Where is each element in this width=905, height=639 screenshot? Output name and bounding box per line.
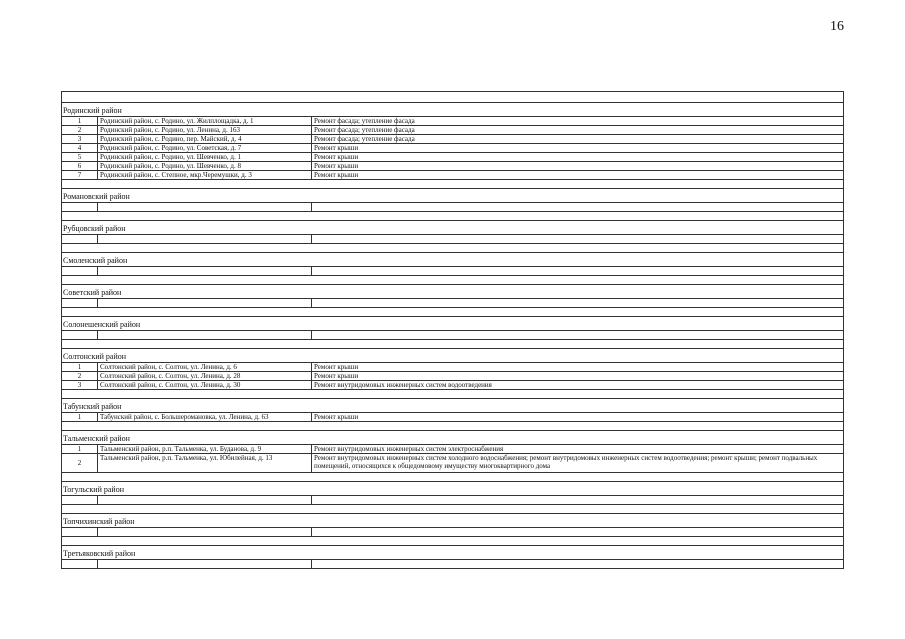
empty-row xyxy=(62,331,843,340)
district-name: Рубцовский район xyxy=(63,224,126,233)
work-cell: Ремонт крыши xyxy=(314,171,359,179)
table-row xyxy=(62,372,843,381)
district-header xyxy=(62,431,843,445)
work-cell: Ремонт крыши xyxy=(314,363,359,371)
section-gap xyxy=(62,422,843,431)
address-cell xyxy=(98,496,312,504)
empty-row xyxy=(62,496,843,505)
address-cell xyxy=(98,235,312,243)
address-cell: Солтонский район, с. Солтон, ул. Ленина, д. 30 xyxy=(98,381,312,389)
table-row xyxy=(62,381,843,390)
row-number-cell xyxy=(62,496,98,504)
address-cell xyxy=(98,203,312,211)
address-cell: Родинский район, с. Родино, ул. Жилплощадка, д. 1 xyxy=(98,117,312,125)
district-header xyxy=(62,546,843,560)
work-cell xyxy=(312,528,843,536)
address-cell: Родинский район, с. Родино, ул. Шевченко, д. 1 xyxy=(98,153,312,161)
section-gap xyxy=(62,308,843,317)
address-cell: Родинский район, с. Степное, мкр.Черемушки, д. 3 xyxy=(98,171,312,179)
table-row xyxy=(62,413,843,422)
row-number-cell xyxy=(62,267,98,275)
section-gap xyxy=(62,180,843,189)
work-cell: Ремонт внутридомовых инженерных систем водоотведения xyxy=(314,381,492,389)
work-cell xyxy=(312,496,843,504)
address-cell xyxy=(98,560,312,568)
page-number: 16 xyxy=(830,19,844,34)
row-number: 2 xyxy=(62,126,98,134)
district-name: Солтонский район xyxy=(63,352,127,361)
work-cell: Ремонт внутридомовых инженерных систем электроснабжения xyxy=(314,445,504,453)
table-row xyxy=(62,171,843,180)
district-name: Солонешенский район xyxy=(63,320,141,329)
row-number: 4 xyxy=(62,144,98,152)
work-cell: Ремонт фасада; утепление фасада xyxy=(314,117,415,125)
section-gap xyxy=(62,473,843,482)
work-cell xyxy=(312,203,843,211)
district-name: Советский район xyxy=(63,288,122,297)
section-gap xyxy=(62,212,843,221)
row-number: 6 xyxy=(62,162,98,170)
row-number: 2 xyxy=(62,454,98,472)
address-cell xyxy=(98,331,312,339)
district-header xyxy=(62,285,843,299)
table-row xyxy=(62,144,843,153)
district-name: Смоленский район xyxy=(63,256,128,265)
row-number: 1 xyxy=(62,363,98,371)
district-name: Родинский район xyxy=(63,106,122,115)
table-row xyxy=(62,153,843,162)
row-number-cell xyxy=(62,299,98,307)
table-row xyxy=(62,363,843,372)
address-cell: Родинский район, с. Родино, ул. Ленина, д. 163 xyxy=(98,126,312,134)
section-gap xyxy=(62,340,843,349)
district-name: Топчихинский район xyxy=(63,517,135,526)
row-number: 3 xyxy=(62,135,98,143)
row-number: 1 xyxy=(62,413,98,421)
work-cell xyxy=(312,299,843,307)
district-header xyxy=(62,103,843,117)
row-number: 1 xyxy=(62,445,98,453)
district-header xyxy=(62,221,843,235)
district-header xyxy=(62,482,843,496)
address-cell: Солтонский район, с. Солтон, ул. Ленина, д. 28 xyxy=(98,372,312,380)
address-cell: Родинский район, с. Родино, пер. Майский, д. 4 xyxy=(98,135,312,143)
empty-row xyxy=(62,528,843,537)
table-row xyxy=(62,135,843,144)
row-number-cell xyxy=(62,331,98,339)
district-name: Табунский район xyxy=(63,402,122,411)
address-cell: Тальменский район, р.п. Тальменка, ул. Юбилейная, д. 13 xyxy=(98,454,312,472)
district-header xyxy=(62,514,843,528)
empty-row xyxy=(62,203,843,212)
district-name: Тогульский район xyxy=(63,485,124,494)
table-top-spacer xyxy=(62,92,843,103)
section-gap xyxy=(62,276,843,285)
district-name: Третьяковский район xyxy=(63,549,136,558)
row-number: 7 xyxy=(62,171,98,179)
work-cell: Ремонт крыши xyxy=(314,144,359,152)
district-name: Тальменский район xyxy=(63,434,130,443)
address-cell: Табунский район, с. Большеромановка, ул. Ленина, д. 63 xyxy=(98,413,312,421)
district-header xyxy=(62,349,843,363)
table-row xyxy=(62,126,843,135)
work-cell: Ремонт фасада; утепление фасада xyxy=(314,135,415,143)
address-cell xyxy=(98,299,312,307)
section-gap xyxy=(62,390,843,399)
row-number: 3 xyxy=(62,381,98,389)
work-cell xyxy=(312,331,843,339)
work-cell: Ремонт внутридомовых инженерных систем холодного водоснабжения; ремонт внутридомовых инженерных систем водоотведения; ремонт крыши; ремонт подвальных помещений, относящихся к общедомовому имуществу многоквартирного дома xyxy=(314,454,818,470)
work-cell: Ремонт крыши xyxy=(314,162,359,170)
empty-row xyxy=(62,560,843,569)
table-row xyxy=(62,162,843,171)
address-cell: Тальменский район, р.п. Тальменка, ул. Буданова, д. 9 xyxy=(98,445,312,453)
row-number: 2 xyxy=(62,372,98,380)
row-number: 5 xyxy=(62,153,98,161)
address-cell xyxy=(98,267,312,275)
table-row xyxy=(62,454,843,473)
section-gap xyxy=(62,505,843,514)
work-cell xyxy=(312,235,843,243)
district-header xyxy=(62,399,843,413)
work-cell: Ремонт крыши xyxy=(314,153,359,161)
table-row xyxy=(62,445,843,454)
work-cell xyxy=(312,267,843,275)
row-number: 1 xyxy=(62,117,98,125)
work-cell: Ремонт крыши xyxy=(314,372,359,380)
district-name: Романовский район xyxy=(63,192,130,201)
table-row xyxy=(62,117,843,126)
district-header xyxy=(62,253,843,267)
work-cell: Ремонт фасада; утепление фасада xyxy=(314,126,415,134)
row-number-cell xyxy=(62,528,98,536)
address-cell xyxy=(98,528,312,536)
empty-row xyxy=(62,267,843,276)
row-number-cell xyxy=(62,560,98,568)
district-header xyxy=(62,189,843,203)
section-gap xyxy=(62,537,843,546)
address-cell: Родинский район, с. Родино, ул. Советская, д. 7 xyxy=(98,144,312,152)
address-cell: Солтонский район, с. Солтон, ул. Ленина, д. 6 xyxy=(98,363,312,371)
work-cell: Ремонт крыши xyxy=(314,413,359,421)
empty-row xyxy=(62,235,843,244)
districts-table xyxy=(61,91,844,569)
work-cell xyxy=(312,560,843,568)
row-number-cell xyxy=(62,235,98,243)
row-number-cell xyxy=(62,203,98,211)
district-header xyxy=(62,317,843,331)
empty-row xyxy=(62,299,843,308)
section-gap xyxy=(62,244,843,253)
address-cell: Родинский район, с. Родино, ул. Шевченко, д. 8 xyxy=(98,162,312,170)
